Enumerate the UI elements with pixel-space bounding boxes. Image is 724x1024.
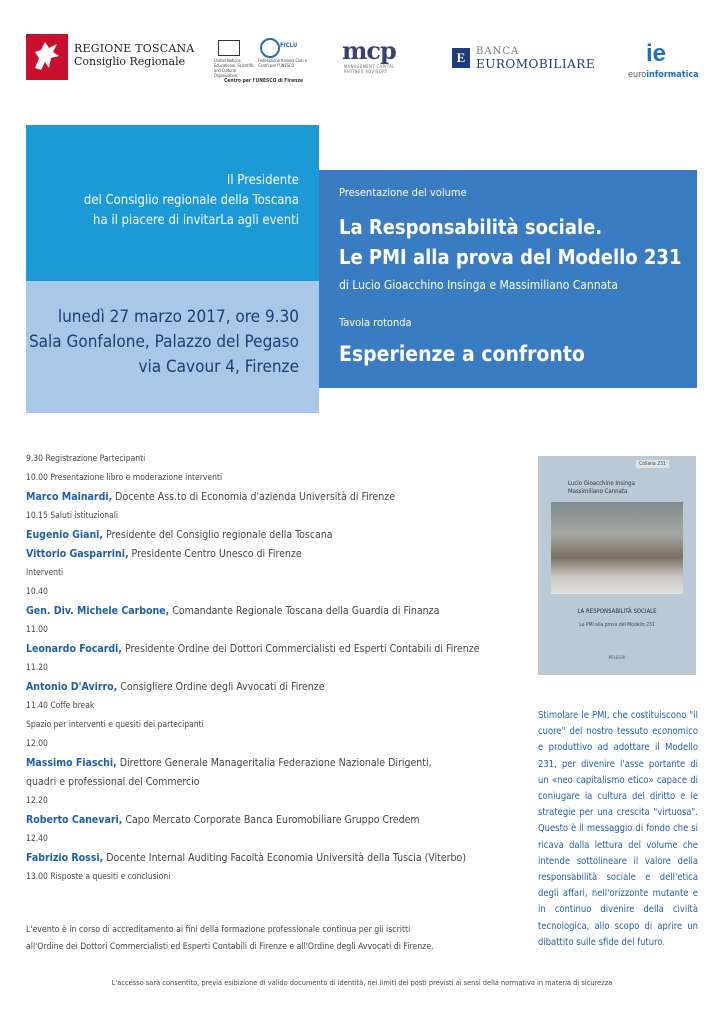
banca-label: BANCA: [476, 46, 520, 57]
book-publisher: PELEGRI: [608, 656, 626, 661]
mcp-word: mcp: [342, 36, 396, 65]
event-venue: Sala Gonfalone, Palazzo del Pegaso: [28, 332, 299, 352]
speaker-row: Eugenio Giani, Presidente del Consiglio regionale della Toscana: [26, 529, 333, 541]
consiglio-name: Consiglio Regionale: [74, 55, 186, 68]
schedule-item: Spazio per interventi e quesiti dei partecipanti: [26, 720, 204, 730]
speaker-row: Antonio D'Avirro, Consigliere Ordine degli Avvocati di Firenze: [26, 681, 325, 693]
mcp-logo: [342, 36, 422, 86]
accreditation-note: L'evento è in corso di accreditamento ai fini della formazione professionale continua per gli iscritti all'Ordine dei Dottori Commercialisti ed Esperti Contabili di Firenze e all'Ordine degli Avvocati di Firenze.: [26, 925, 434, 952]
ie-mark-icon: ie: [646, 40, 667, 67]
ficlu-label: FICLU: [280, 42, 298, 49]
mcp-caption: MANAGEMENT CAPITAL PARTNER ADVISORY: [344, 64, 395, 74]
pegasus-icon: [26, 34, 68, 80]
book-cover-authors: Lucio Gioacchino Insinga Massimiliano Cannata: [568, 480, 635, 495]
euromobiliare-label: EUROMOBILIARE: [476, 57, 596, 71]
program-schedule: [26, 450, 516, 887]
speaker-row: Vittorio Gasparrini, Presidente Centro Unesco di Firenze: [26, 548, 302, 560]
book-cover-title: LA RESPONSABILITÀ SOCIALE: [577, 608, 657, 615]
book-cover-subtitle: Le PMI alla prova del Modello 231: [579, 622, 655, 628]
schedule-item: Interventi: [26, 568, 64, 578]
roundtable-title: Esperienze a confronto: [339, 342, 585, 366]
presentation-label: Presentazione del volume: [339, 186, 467, 199]
roundtable-label: Tavola rotonda: [339, 316, 412, 329]
event-address: via Cavour 4, Firenze: [138, 357, 299, 377]
event-date: lunedì 27 marzo 2017, ore 9.30: [57, 307, 299, 327]
schedule-time: 11.00: [26, 625, 48, 635]
speaker-role-continuation: quadri e professional del Commercio: [26, 776, 200, 788]
schedule-item: 10.15 Saluti istituzionali: [26, 511, 119, 521]
book-cover-image: [538, 456, 696, 675]
euroinformatica-logo: [626, 40, 706, 84]
speaker-row: Gen. Div. Michele Carbone, Comandante Regionale Toscana della Guardia di Finanza: [26, 605, 440, 617]
invite-panel: [26, 125, 319, 281]
unesco-caption: United Nations Educational, Scientific and Cultural Organization: [214, 58, 254, 78]
speaker-row: Leonardo Focardi, Presidente Ordine dei Dottori Commercialisti ed Esperti Contabili di Firenze: [26, 643, 480, 655]
book-cover-painting: [551, 502, 683, 594]
ficlu-circle-icon: [260, 38, 280, 58]
unesco-temple-icon: [218, 40, 240, 56]
book-presentation-panel: [319, 170, 697, 388]
book-series-label: Collana 231: [636, 460, 669, 468]
regione-name: REGIONE TOSCANA: [74, 42, 195, 55]
schedule-item: 9.30 Registrazione Partecipanti: [26, 454, 146, 464]
invite-line: del Consiglio regionale della Toscana: [83, 193, 299, 208]
banca-e-icon: E: [452, 48, 470, 68]
book-description: Stimolare le PMI, che costituiscono "il cuore" del nostro tessuto economico e produttivo ad adottare il Modello 231, per divenire l'asse portante di un «neo capitalismo etico» capace di coniugare la cultura del diritto e le strategie per una crescita "virtuosa". Questo è il messaggio di fondo che si ricava dalla lettura del volume che intende sottolineare il valore della responsabilità sociale e dell'etica degli affari, nell'orizzonte mutante e in continuo divenire della civiltà tecnologica, allo scopo di aprire un dibattito sulle sfide del futuro.: [538, 710, 698, 948]
schedule-time: 10.40: [26, 587, 48, 597]
schedule-item: 13.00 Risposte a quesiti e conclusioni: [26, 872, 171, 882]
book-authors: di Lucio Gioacchino Insinga e Massimiliano Cannata: [339, 278, 619, 292]
access-footer-note: L'accesso sarà consentito, previa esibizione di valido documento di identità, nei limiti dei posti previsti ai sensi della normativa in materia di sicurezza: [111, 978, 613, 987]
invite-line: ha il piacere di invitarLa agli eventi: [93, 213, 299, 228]
unesco-centro-label: Centro per l'UNESCO di Firenze: [224, 78, 304, 84]
banca-euromobiliare-logo: [452, 46, 602, 76]
ficlu-caption: Federazione Italiana Club e Centri per l'UNESCO: [258, 58, 307, 68]
book-title-heading: La Responsabilità sociale. Le PMI alla prova del Modello 231: [339, 215, 682, 269]
speaker-row: Massimo Fiaschi, Direttore Generale Manageritalia Federazione Nazionale Dirigenti,: [26, 757, 432, 769]
invite-line: Il Presidente: [226, 173, 299, 188]
euroinformatica-label: euroinformatica: [628, 70, 699, 80]
schedule-item: 11.40 Coffe break: [26, 701, 95, 711]
schedule-time: 12.40: [26, 834, 48, 844]
schedule-time: 12.00: [26, 739, 48, 749]
schedule-item: 10.00 Presentazione libro e moderazione interventi: [26, 473, 223, 483]
event-details-panel: [26, 281, 319, 413]
speaker-row: Fabrizio Rossi, Docente Internal Auditing Facoltà Economia Università della Tuscia (Viterbo): [26, 852, 467, 864]
speaker-row: Marco Mainardi, Docente Ass.to di Economia d'azienda Università di Firenze: [26, 491, 396, 503]
unesco-ficlu-logo: [214, 36, 332, 86]
schedule-time: 12.20: [26, 796, 48, 806]
schedule-time: 11.20: [26, 663, 48, 673]
regione-toscana-logo: [26, 34, 196, 84]
speaker-row: Roberto Canevari, Capo Mercato Corporate Banca Euromobiliare Gruppo Credem: [26, 814, 420, 826]
